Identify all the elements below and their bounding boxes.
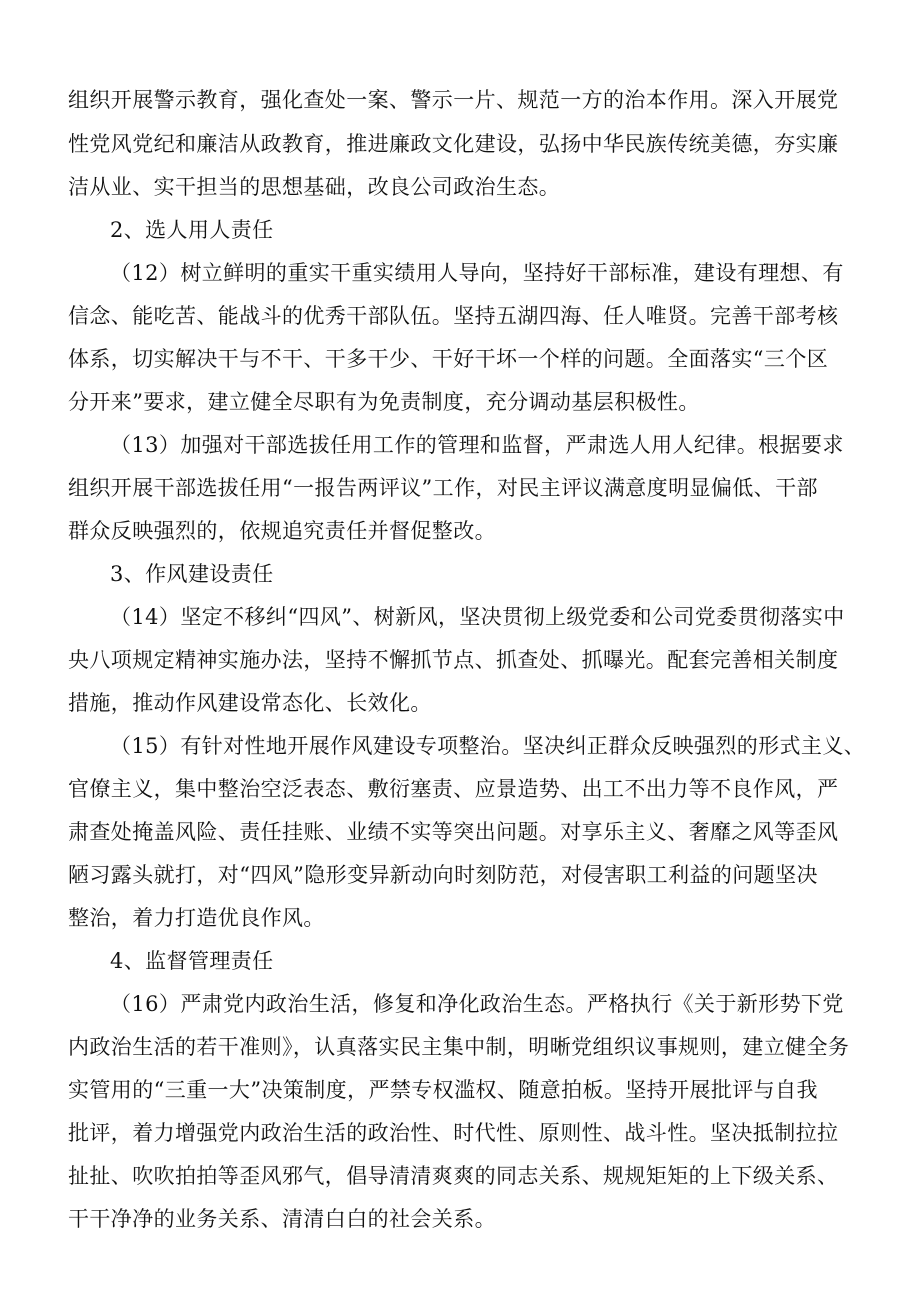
paragraph-line: 官僚主义，集中整治空泛表态、敷衍塞责、应景造势、出工不出力等不良作风，严 (68, 777, 839, 801)
paragraph-line: （16）严肃党内政治生活，修复和净化政治生态。严格执行《关于新形势下党 (110, 992, 844, 1016)
paragraph-line: 信念、能吃苦、能战斗的优秀干部队伍。坚持五湖四海、任人唯贤。完善干部考核 (68, 304, 839, 328)
section-heading: 2、选人用人责任 (110, 218, 274, 242)
section-heading: 3、作风建设责任 (110, 562, 274, 586)
paragraph-line: （15）有针对性地开展作风建设专项整治。坚决纠正群众反映强烈的形式主义、 (110, 734, 866, 758)
paragraph-line: 陋习露头就打，对“四风”隐形变异新动向时刻防范，对侵害职工利益的问题坚决 (68, 863, 818, 887)
section-heading: 4、监督管理责任 (110, 949, 274, 973)
paragraph-line: 性党风党纪和廉洁从政教育，推进廉政文化建设，弘扬中华民族传统美德，夯实廉 (68, 132, 839, 156)
paragraph-line: 体系，切实解决干与不干、干多干少、干好干坏一个样的问题。全面落实“三个区 (68, 347, 829, 371)
paragraph-line: 组织开展警示教育，强化查处一案、警示一片、规范一方的治本作用。深入开展党 (68, 88, 839, 112)
paragraph-line: 批评，着力增强党内政治生活的政治性、时代性、原则性、战斗性。坚决抵制拉拉 (68, 1121, 839, 1145)
paragraph-line: 组织开展干部选拔任用“一报告两评议”工作，对民主评议满意度明显偏低、干部 (68, 476, 818, 500)
paragraph-line: 干干净净的业务关系、清清白白的社会关系。 (68, 1207, 496, 1231)
paragraph-line: （12）树立鲜明的重实干重实绩用人导向，坚持好干部标准，建设有理想、有 (110, 261, 844, 285)
paragraph-line: （13）加强对干部选拔任用工作的管理和监督，严肃选人用人纪律。根据要求 (110, 433, 844, 457)
paragraph-line: 分开来”要求，建立健全尽职有为免责制度，充分调动基层积极性。 (68, 390, 700, 414)
paragraph-line: 群众反映强烈的，依规追究责任并督促整改。 (68, 519, 496, 543)
paragraph-line: （14）坚定不移纠“四风”、树新风，坚决贯彻上级党委和公司党委贯彻落实中 (110, 605, 845, 629)
paragraph-line: 整治，着力打造优良作风。 (68, 906, 325, 930)
paragraph-line: 内政治生活的若干准则》，认真落实民主集中制，明晰党组织议事规则，建立健全务 (68, 1035, 850, 1059)
paragraph-line: 肃查处掩盖风险、责任挂账、业绩不实等突出问题。对享乐主义、奢靡之风等歪风 (68, 820, 839, 844)
paragraph-line: 洁从业、实干担当的思想基础，改良公司政治生态。 (68, 175, 561, 199)
paragraph-line: 扯扯、吹吹拍拍等歪风邪气，倡导清清爽爽的同志关系、规规矩矩的上下级关系、 (68, 1164, 839, 1188)
paragraph-line: 实管用的“三重一大”决策制度，严禁专权滥权、随意拍板。坚持开展批评与自我 (68, 1078, 818, 1102)
paragraph-line: 措施，推动作风建设常态化、长效化。 (68, 691, 432, 715)
paragraph-line: 央八项规定精神实施办法，坚持不懈抓节点、抓查处、抓曝光。配套完善相关制度 (68, 648, 839, 672)
